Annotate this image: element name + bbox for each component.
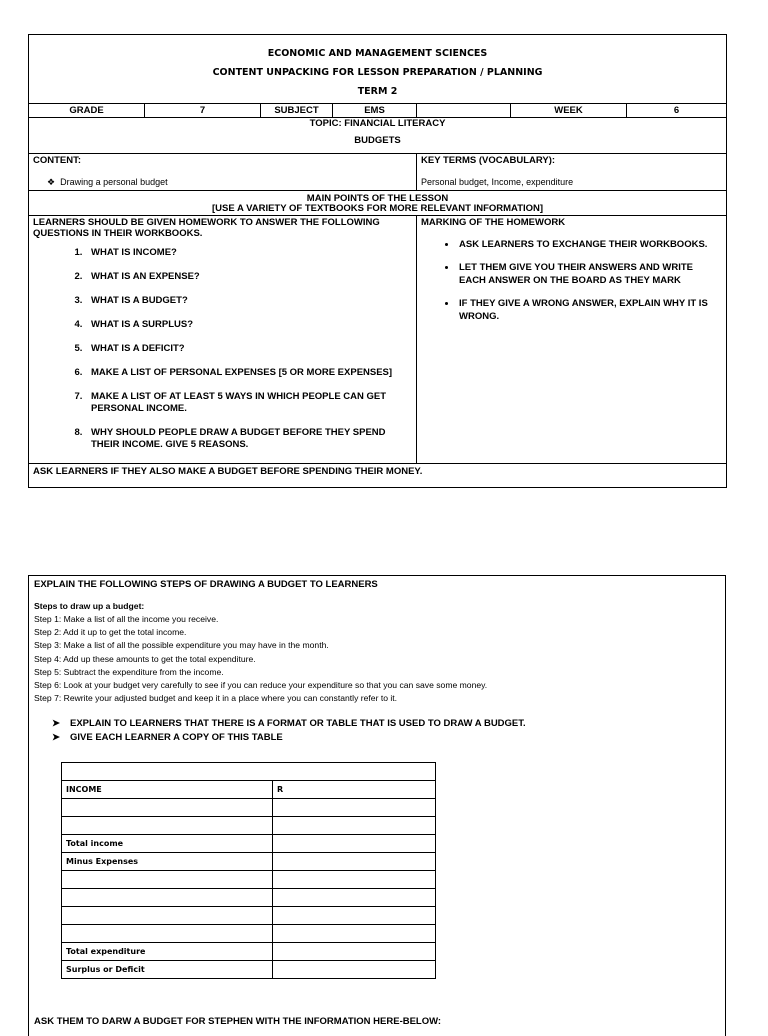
main-points-note: [USE A VARIETY OF TEXTBOOKS FOR MORE RELEVANT INFORMATION] — [211, 203, 544, 214]
info-row — [29, 104, 727, 118]
homework-cell — [29, 216, 417, 464]
list-item: Step 4: Add up these amounts to get the total expenditure. — [34, 653, 256, 664]
table-row — [62, 889, 436, 907]
list-item: 2. WHAT IS AN EXPENSE? — [85, 271, 412, 283]
key-terms-text: Personal budget, Income, expenditure — [421, 177, 574, 187]
content-label: CONTENT: — [33, 155, 82, 166]
table-row — [62, 943, 436, 961]
table-row — [62, 853, 436, 871]
homework-intro: LEARNERS SHOULD BE GIVEN HOMEWORK TO ANSWER THE FOLLOWING QUESTIONS IN THEIR WORKBOOKS. — [33, 217, 380, 239]
steps-section — [28, 575, 726, 1036]
steps-list — [34, 613, 720, 705]
budget-table — [61, 762, 436, 979]
instructions-list — [34, 717, 720, 745]
list-item: • IF THEY GIVE A WRONG ANSWER, EXPLAIN WHY IT IS WRONG. — [457, 297, 722, 323]
topic-title: TOPIC: FINANCIAL LITERACY — [309, 118, 446, 129]
header-term: TERM 2 — [357, 86, 398, 97]
ask-instruction: ASK THEM TO DARW A BUDGET FOR STEPHEN WITH THE INFORMATION HERE-BELOW: — [34, 1016, 442, 1027]
grade-value: 7 — [145, 104, 261, 118]
table-row — [62, 961, 436, 979]
list-item: 4. WHAT IS A SURPLUS? — [85, 319, 412, 331]
topic-subtitle: BUDGETS — [354, 135, 401, 146]
lesson-plan-table — [28, 34, 726, 488]
table-row — [62, 907, 436, 925]
list-item: Step 5: Subtract the expenditure from the income. — [34, 666, 224, 677]
topic-cell — [29, 118, 727, 154]
list-item: 5. WHAT IS A DEFICIT? — [85, 343, 412, 355]
homework-question-list — [33, 247, 412, 451]
currency-label: R — [273, 781, 436, 799]
week-value: 6 — [627, 104, 727, 118]
instruction-text: GIVE EACH LEARNER A COPY OF THIS TABLE — [70, 732, 283, 744]
surplus-deficit-label: Surplus or Deficit — [62, 961, 273, 979]
list-item: • ASK LEARNERS TO EXCHANGE THEIR WORKBOOKS. — [457, 238, 722, 251]
list-item — [34, 717, 720, 731]
table-row — [62, 871, 436, 889]
list-item: 1. WHAT IS INCOME? — [85, 247, 412, 259]
week-label: WEEK — [511, 104, 627, 118]
header-subject: ECONOMIC AND MANAGEMENT SCIENCES — [267, 48, 488, 59]
table-row — [62, 799, 436, 817]
marking-cell — [417, 216, 727, 464]
homework-footer: ASK LEARNERS IF THEY ALSO MAKE A BUDGET BEFORE SPENDING THEIR MONEY. — [29, 464, 727, 488]
blank-cell — [417, 104, 511, 118]
diamond-bullet-icon: ❖ — [47, 177, 56, 187]
list-item: 7. MAKE A LIST OF AT LEAST 5 WAYS IN WHICH PEOPLE CAN GET PERSONAL INCOME. — [85, 391, 412, 415]
instruction-text: EXPLAIN TO LEARNERS THAT THERE IS A FORMAT OR TABLE THAT IS USED TO DRAW A BUDGET. — [70, 718, 526, 730]
list-item: • LET THEM GIVE YOU THEIR ANSWERS AND WRITE EACH ANSWER ON THE BOARD AS THEY MARK — [457, 261, 722, 287]
table-row — [62, 781, 436, 799]
steps-title: EXPLAIN THE FOLLOWING STEPS OF DRAWING A BUDGET TO LEARNERS — [34, 579, 378, 590]
content-item-text: Drawing a personal budget — [60, 177, 168, 187]
subject-label: SUBJECT — [261, 104, 333, 118]
list-item: Step 2: Add it up to get the total income. — [34, 627, 187, 638]
list-item: 8. WHY SHOULD PEOPLE DRAW A BUDGET BEFORE THEY SPEND THEIR INCOME. GIVE 5 REASONS. — [85, 427, 412, 451]
main-points-title: MAIN POINTS OF THE LESSON — [306, 193, 449, 204]
document-header — [29, 35, 727, 104]
grade-label: GRADE — [29, 104, 145, 118]
list-item: Step 3: Make a list of all the possible expenditure you may have in the month. — [34, 640, 329, 651]
list-item: 3. WHAT IS A BUDGET? — [85, 295, 412, 307]
content-cell — [29, 154, 417, 191]
arrow-bullet-icon: ➤ — [52, 732, 60, 744]
list-item: Step 7: Rewrite your adjusted budget and keep it in a place where you can constantly refer to it. — [34, 693, 398, 704]
table-row — [62, 925, 436, 943]
main-points-cell — [29, 191, 727, 216]
arrow-bullet-icon: ➤ — [52, 718, 60, 730]
list-item: Step 1: Make a list of all the income you receive. — [34, 614, 219, 624]
marking-list — [421, 238, 722, 323]
minus-expenses-label: Minus Expenses — [62, 853, 273, 871]
list-item — [34, 731, 720, 745]
header-title: CONTENT UNPACKING FOR LESSON PREPARATION / PLANNING — [212, 67, 543, 78]
total-expenditure-label: Total expenditure — [62, 943, 273, 961]
content-item — [33, 177, 412, 188]
list-item: Step 6: Look at your budget very carefully to see if you can reduce your expenditure so that you can save some money. — [34, 680, 488, 691]
table-row — [62, 835, 436, 853]
table-row — [62, 763, 436, 781]
list-item: 6. MAKE A LIST OF PERSONAL EXPENSES [5 OR MORE EXPENSES] — [85, 367, 412, 379]
total-income-label: Total income — [62, 835, 273, 853]
marking-label: MARKING OF THE HOMEWORK — [421, 217, 566, 228]
table-row — [62, 817, 436, 835]
subject-value: EMS — [333, 104, 417, 118]
steps-subtitle: Steps to draw up a budget: — [34, 601, 145, 611]
key-terms-cell — [417, 154, 727, 191]
income-label: INCOME — [62, 781, 273, 799]
key-terms-label: KEY TERMS (VOCABULARY): — [421, 155, 556, 166]
